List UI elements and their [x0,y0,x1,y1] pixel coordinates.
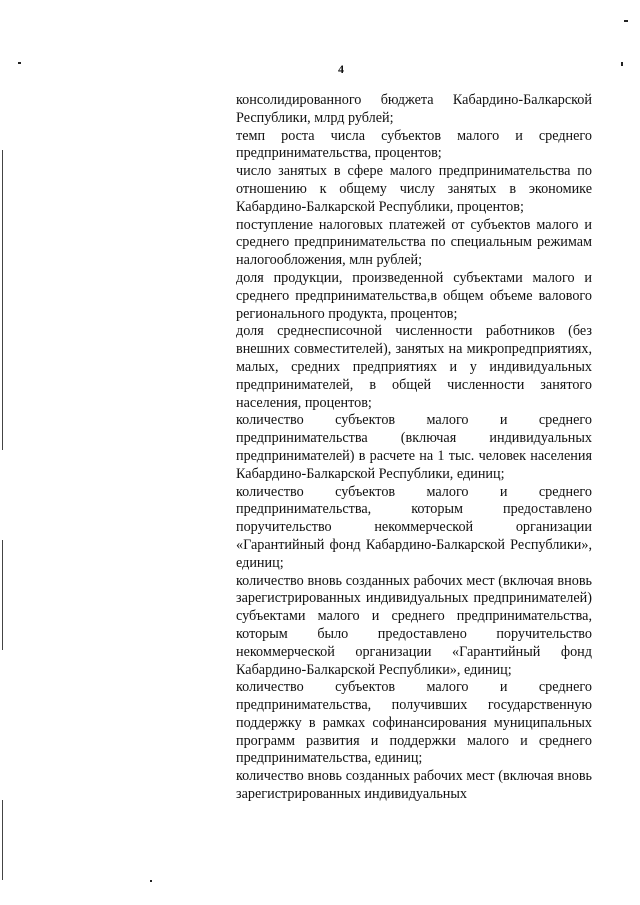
scan-speck [18,62,21,64]
page-number: 4 [338,62,344,76]
scan-speck [621,62,623,66]
paragraph: поступление налоговых платежей от субъектов малого и среднего предпринимательства по специальным режимам налогообложения, млн рублей; [236,216,592,269]
paragraph: консолидированного бюджета Кабардино-Балкарской Республики, млрд рублей; [236,92,592,126]
paragraph: количество субъектов малого и среднего предпринимательства (включая индивидуальных предпринимателей) в расчете на 1 тыс. человек населения Кабардино-Балкарской Республики, единиц; [236,412,592,482]
scan-edge-line-bottom [2,540,3,650]
paragraph: темп роста числа субъектов малого и среднего предпринимательства, процентов; [236,127,592,162]
paragraph: количество субъектов малого и среднего предпринимательства, которым предоставлено поручительство некоммерческой организации «Гарантийный фонд Кабардино-Балкарской Республики», единиц; [236,483,592,571]
scan-speck [150,880,152,882]
paragraph: число занятых в сфере малого предпринимательства по отношению к общему числу занятых в экономике Кабардино-Балкарской Республики, процентов; [236,163,592,215]
scan-speck [624,20,628,22]
paragraph: количество вновь созданных рабочих мест (включая вновь зарегистрированных индивидуальных [236,768,592,803]
document-body [236,92,592,804]
scan-edge-line-top [2,150,3,450]
paragraph: количество вновь созданных рабочих мест (включая вновь зарегистрированных индивидуальных предпринимателей) субъектами малого и среднего предпринимательства, которым было предоставлено поручительство некоммерческой организации «Гарантийный фонд Кабардино-Балкарской Республики», единиц; [236,572,592,678]
paragraph: доля продукции, произведенной субъектами малого и среднего предпринимательства,в общем объеме валового регионального продукта, процентов; [236,269,592,322]
paragraph: количество субъектов малого и среднего предпринимательства, получивших государственную поддержку в рамках софинансирования муниципальных программ развития и поддержки малого и среднего предпринимательства, единиц; [236,679,592,767]
paragraph: доля среднесписочной численности работников (без внешних совместителей), занятых на микропредприятиях, малых, средних предприятиях и у индивидуальных предпринимателей, в общей численности занятого населения, процентов; [236,323,592,411]
scan-edge-line-lower [2,800,3,880]
